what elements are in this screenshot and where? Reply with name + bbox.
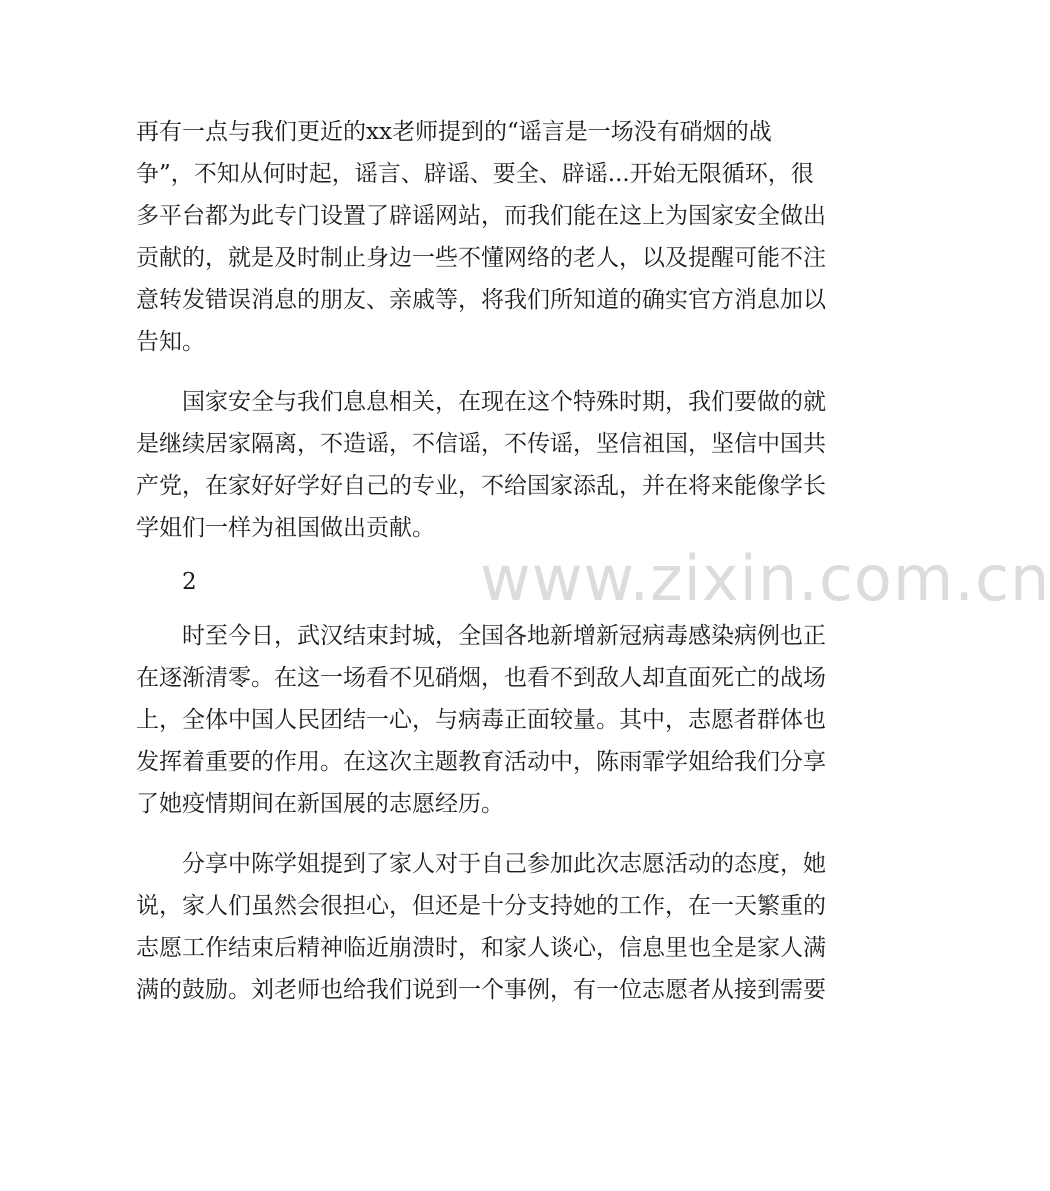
watermark: www.zixin.com.cn xyxy=(480,542,1050,615)
text-line: 告知。 xyxy=(136,329,205,355)
section-number: 2 xyxy=(136,569,197,595)
text-line: 发挥着重要的作用。在这次主题教育活动中，陈雨霏学姐给我们分享 xyxy=(136,749,826,775)
text-line: 是继续居家隔离，不造谣，不信谣，不传谣，坚信祖国，坚信中国共 xyxy=(136,431,826,457)
text-line: 意转发错误消息的朋友、亲戚等，将我们所知道的确实官方消息加以 xyxy=(136,287,826,313)
text-line: 争”，不知从何时起，谣言、辟谣、要全、辟谣...开始无限循环，很 xyxy=(136,161,814,187)
text-line: 分享中陈学姐提到了家人对于自己参加此次志愿活动的态度，她 xyxy=(136,851,826,877)
text-line: 上，全体中国人民团结一心，与病毒正面较量。其中，志愿者群体也 xyxy=(136,707,826,733)
text-line: 贡献的，就是及时制止身边一些不懂网络的老人，以及提醒可能不注 xyxy=(136,245,826,271)
text-line: 说，家人们虽然会很担心，但还是十分支持她的工作，在一天繁重的 xyxy=(136,893,826,919)
text-line: 国家安全与我们息息相关，在现在这个特殊时期，我们要做的就 xyxy=(136,389,826,415)
text-line: 志愿工作结束后精神临近崩溃时，和家人谈心，信息里也全是家人满 xyxy=(136,935,826,961)
text-line: 满的鼓励。刘老师也给我们说到一个事例，有一位志愿者从接到需要 xyxy=(136,977,826,1003)
text-line: 产党，在家好好学好自己的专业，不给国家添乱，并在将来能像学长 xyxy=(136,473,826,499)
text-line: 了她疫情期间在新国展的志愿经历。 xyxy=(136,791,504,817)
text-line: 再有一点与我们更近的xx老师提到的“谣言是一场没有硝烟的战 xyxy=(136,119,772,145)
text-line: 时至今日，武汉结束封城，全国各地新增新冠病毒感染病例也正 xyxy=(136,623,826,649)
text-line: 在逐渐清零。在这一场看不见硝烟，也看不到敌人却直面死亡的战场 xyxy=(136,665,826,691)
text-line: 学姐们一样为祖国做出贡献。 xyxy=(136,515,435,541)
text-line: 多平台都为此专门设置了辟谣网站，而我们能在这上为国家安全做出 xyxy=(136,203,826,229)
